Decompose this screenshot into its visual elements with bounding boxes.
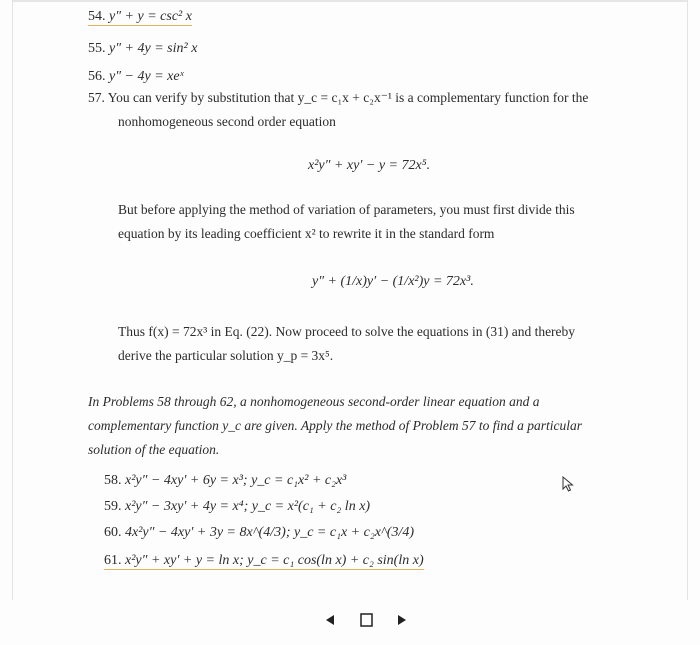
- problem-54: [88, 8, 192, 26]
- problem-number: 54.: [88, 9, 106, 24]
- problem-text-line: You can verify by substitution that y_c = c₁x + c₂x⁻¹ is a complementary function for the: [107, 90, 589, 105]
- problem-60: [104, 524, 414, 542]
- problem-number: 61.: [104, 553, 122, 568]
- problem-equation: y″ + 4y = sin² x: [109, 41, 198, 56]
- triangle-left-icon[interactable]: [322, 612, 338, 628]
- problem-equation: y″ + y = csc² x: [109, 9, 192, 24]
- problem-number: 56.: [88, 69, 106, 84]
- problem-number: 57.: [88, 90, 105, 105]
- instructions-line1: In Problems 58 through 62, a nonhomogeneous second-order linear equation and a: [88, 394, 540, 409]
- problem-equation: y″ − 4y = xeˣ: [109, 69, 184, 84]
- instructions-line2: complementary function y_c are given. Apply the method of Problem 57 to find a particular: [88, 418, 583, 433]
- problem-57-para3-line2: derive the particular solution y_p = 3x⁵.: [118, 348, 334, 363]
- problem-57-para2-line1: But before applying the method of variation of parameters, you must first divide this: [118, 202, 575, 217]
- instructions-line3: solution of the equation.: [88, 442, 220, 457]
- page-frame-right: [687, 0, 688, 600]
- problem-text-line: nonhomogeneous second order equation: [118, 114, 336, 129]
- problem-equation: x²y″ + xy′ + y = ln x; y_c = c₁ cos(ln x) + c₂ sin(ln x): [125, 553, 424, 568]
- problem-equation: 4x²y″ − 4xy′ + 3y = 8x^(4/3); y_c = c₁x + c₂x^(3/4): [125, 525, 415, 540]
- problem-equation: x²y″ − 3xy′ + 4y = x⁴; y_c = x²(c₁ + c₂ ln x): [125, 499, 371, 514]
- problem-number: 59.: [104, 499, 122, 514]
- problem-57-line2: [118, 110, 336, 134]
- triangle-right-icon[interactable]: [394, 612, 410, 628]
- mouse-cursor-icon: [562, 476, 574, 497]
- problem-55: [88, 40, 197, 58]
- problem-59: [104, 498, 370, 516]
- problem-56: [88, 68, 184, 86]
- page-frame-left: [12, 0, 13, 600]
- problem-57-para3-line1: Thus f(x) = 72x³ in Eq. (22). Now proceed to solve the equations in (31) and thereby: [118, 324, 576, 339]
- page-navigation: [322, 612, 410, 628]
- problem-58: [104, 472, 346, 490]
- problem-61: [104, 552, 424, 570]
- page-frame-top: [12, 0, 688, 2]
- display-equation-2: y″ + (1/x)y′ − (1/x²)y = 72x³.: [312, 274, 474, 289]
- problem-number: 60.: [104, 525, 122, 540]
- bookmark-icon[interactable]: [358, 612, 374, 628]
- problem-57-intro: [88, 86, 588, 110]
- problem-57-para2-line2: equation by its leading coefficient x² to rewrite it in the standard form: [118, 226, 495, 241]
- problem-equation: x²y″ − 4xy′ + 6y = x³; y_c = c₁x² + c₂x³: [125, 473, 347, 488]
- problem-number: 58.: [104, 473, 122, 488]
- problem-number: 55.: [88, 41, 106, 56]
- display-equation-1: x²y″ + xy′ − y = 72x⁵.: [308, 158, 431, 173]
